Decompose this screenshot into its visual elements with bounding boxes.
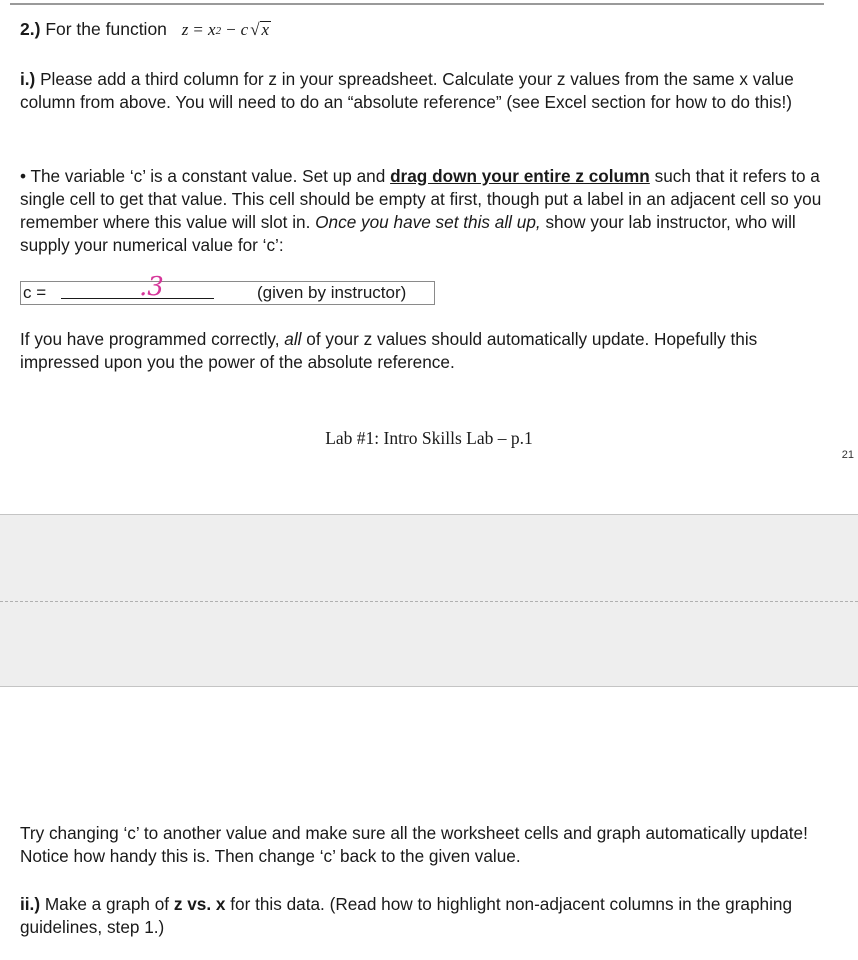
- if-before: If you have programmed correctly,: [20, 329, 280, 349]
- c-note: (given by instructor): [257, 283, 407, 302]
- formula-radicand: x: [261, 20, 270, 39]
- if-paragraph: [20, 328, 825, 374]
- bullet-text-after: show your lab instructor, who will supply your numerical value for ‘c’:: [20, 212, 796, 255]
- formula-base: x: [208, 20, 216, 39]
- part-i-label: i.): [20, 69, 36, 89]
- bullet-text-middle: such that it refers to a single cell to get that value. This cell should be empty at first, though put a label in an adjacent cell so you remember where this value will slot in.: [20, 166, 822, 232]
- c-label: c =: [23, 283, 47, 302]
- part-i-paragraph: [20, 68, 825, 114]
- if-italic: all: [284, 329, 302, 349]
- page-number: 21: [841, 449, 854, 461]
- bullet-underlined: drag down your entire z column: [390, 166, 650, 186]
- formula-lhs: z: [181, 20, 189, 39]
- page-gap-bottom-border: [0, 686, 858, 687]
- c-handwritten-value: .3: [139, 272, 164, 302]
- part-ii-after: for this data. (Read how to highlight non-adjacent columns in the graphing guidelines, step 1.): [20, 894, 793, 937]
- question-number: 2.): [20, 19, 41, 39]
- function-formula: [182, 16, 271, 46]
- bullet-marker: •: [20, 166, 27, 186]
- part-i-text: Please add a third column for z in your spreadsheet. Calculate your z values from the same x value column from above. You will need to do an “absolute reference” (see Excel section for how to do this!): [20, 69, 794, 112]
- part-ii-label: ii.): [20, 894, 41, 914]
- if-after: of your z values should automatically update. Hopefully this impressed upon you the power of the absolute reference.: [20, 329, 758, 372]
- part-ii-bold: z vs. x: [173, 894, 226, 914]
- bullet-paragraph: [20, 165, 825, 257]
- page-top-rule: [10, 3, 824, 5]
- formula-coef: c: [240, 20, 249, 39]
- try-paragraph: Try changing ‘c’ to another value and make sure all the worksheet cells and graph automatically update! Notice how handy this is. Then change ‘c’ back to the given value.: [20, 823, 808, 866]
- question-intro: For the function: [45, 19, 167, 39]
- bullet-italic: Once you have set this all up,: [315, 212, 541, 232]
- part-ii-paragraph: [20, 893, 825, 939]
- c-value-box: [20, 272, 435, 305]
- sqrt-symbol: √: [250, 20, 260, 39]
- formula-equals: =: [193, 20, 204, 39]
- question-heading: [20, 15, 825, 46]
- formula-power: 2: [215, 25, 222, 37]
- bullet-text-before: The variable ‘c’ is a constant value. Set up and: [30, 166, 386, 186]
- formula-minus: −: [226, 20, 236, 39]
- c-blank-line: [61, 298, 214, 299]
- page-footer: Lab #1: Intro Skills Lab – p.1: [325, 428, 533, 448]
- page-break-line: [0, 601, 858, 602]
- part-ii-before: Make a graph of: [44, 894, 170, 914]
